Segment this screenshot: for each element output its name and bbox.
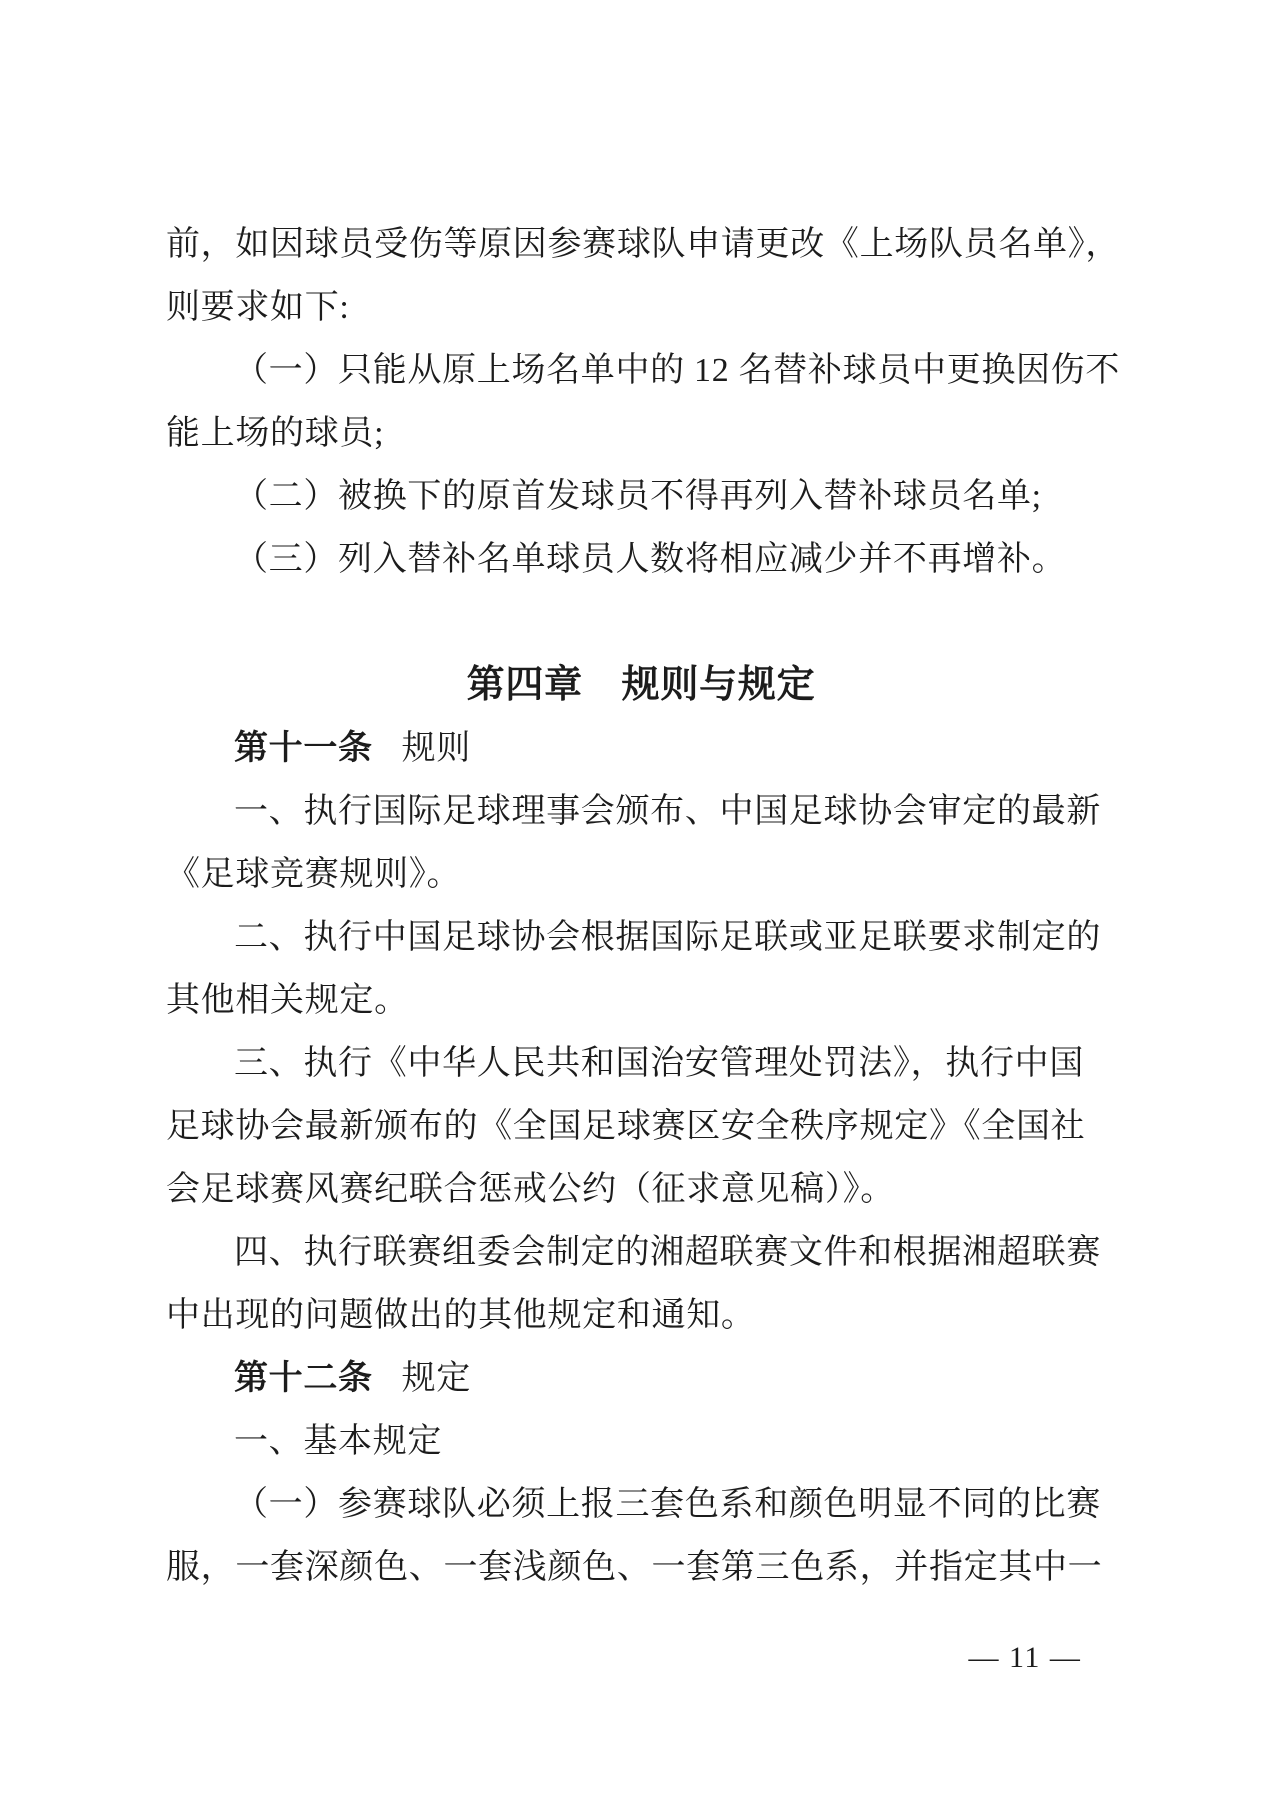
- list-item-3: （三）列入替补名单球员人数将相应减少并不再增补。: [234, 541, 1067, 578]
- article-11-heading: [166, 717, 1116, 780]
- article-11-clause-3-line-1: 三、执行《中华人民共和国治安管理处罚法》，执行中国: [234, 1045, 1084, 1082]
- article-11-clause-1-line-1: 一、执行国际足球理事会颁布、中国足球协会审定的最新: [234, 793, 1101, 830]
- continued-paragraph-line-2: 则要求如下:: [166, 289, 350, 326]
- article-11-clause-3-line-3: 会足球赛风赛纪联合惩戒公约（征求意见稿）》。: [166, 1171, 895, 1208]
- article-11-clause-3-line-2: 足球协会最新颁布的《全国足球赛区安全秩序规定》《全国社: [166, 1108, 1086, 1145]
- continued-paragraph-line-1: 前，如因球员受伤等原因参赛球队申请更改《上场队员名单》，: [166, 226, 1121, 263]
- article-11-title: 规则: [401, 730, 471, 767]
- article-11-label: 第十一条: [234, 730, 373, 767]
- article-11-clause-4-line-2: 中出现的问题做出的其他规定和通知。: [166, 1297, 756, 1334]
- article-12-item-1-line-1: （一）参赛球队必须上报三套色系和颜色明显不同的比赛: [234, 1486, 1101, 1523]
- article-12-title: 规定: [401, 1360, 471, 1397]
- list-item-1-line-1: （一）只能从原上场名单中的 12 名替补球员中更换因伤不: [234, 352, 1121, 389]
- chapter-4-heading: 第四章 规则与规定: [466, 664, 816, 706]
- article-11-clause-2-line-2: 其他相关规定。: [166, 982, 409, 1019]
- page-number: — 11 —: [968, 1641, 1082, 1674]
- list-item-1-line-2: 能上场的球员;: [166, 415, 385, 452]
- article-12-label: 第十二条: [234, 1360, 373, 1397]
- list-item-2: （二）被换下的原首发球员不得再列入替补球员名单;: [234, 478, 1042, 515]
- article-12-heading: [166, 1347, 1116, 1410]
- article-11-clause-4-line-1: 四、执行联赛组委会制定的湘超联赛文件和根据湘超联赛: [234, 1234, 1101, 1271]
- article-12-item-1-line-2: 服，一套深颜色、一套浅颜色、一套第三色系，并指定其中一: [166, 1549, 1103, 1586]
- document-text-block: [166, 213, 1121, 1599]
- article-11-clause-1-line-2: 《足球竞赛规则》。: [166, 856, 462, 893]
- article-11-clause-2-line-1: 二、执行中国足球协会根据国际足联或亚足联要求制定的: [234, 919, 1101, 956]
- article-12-clause-1: 一、基本规定: [234, 1423, 443, 1460]
